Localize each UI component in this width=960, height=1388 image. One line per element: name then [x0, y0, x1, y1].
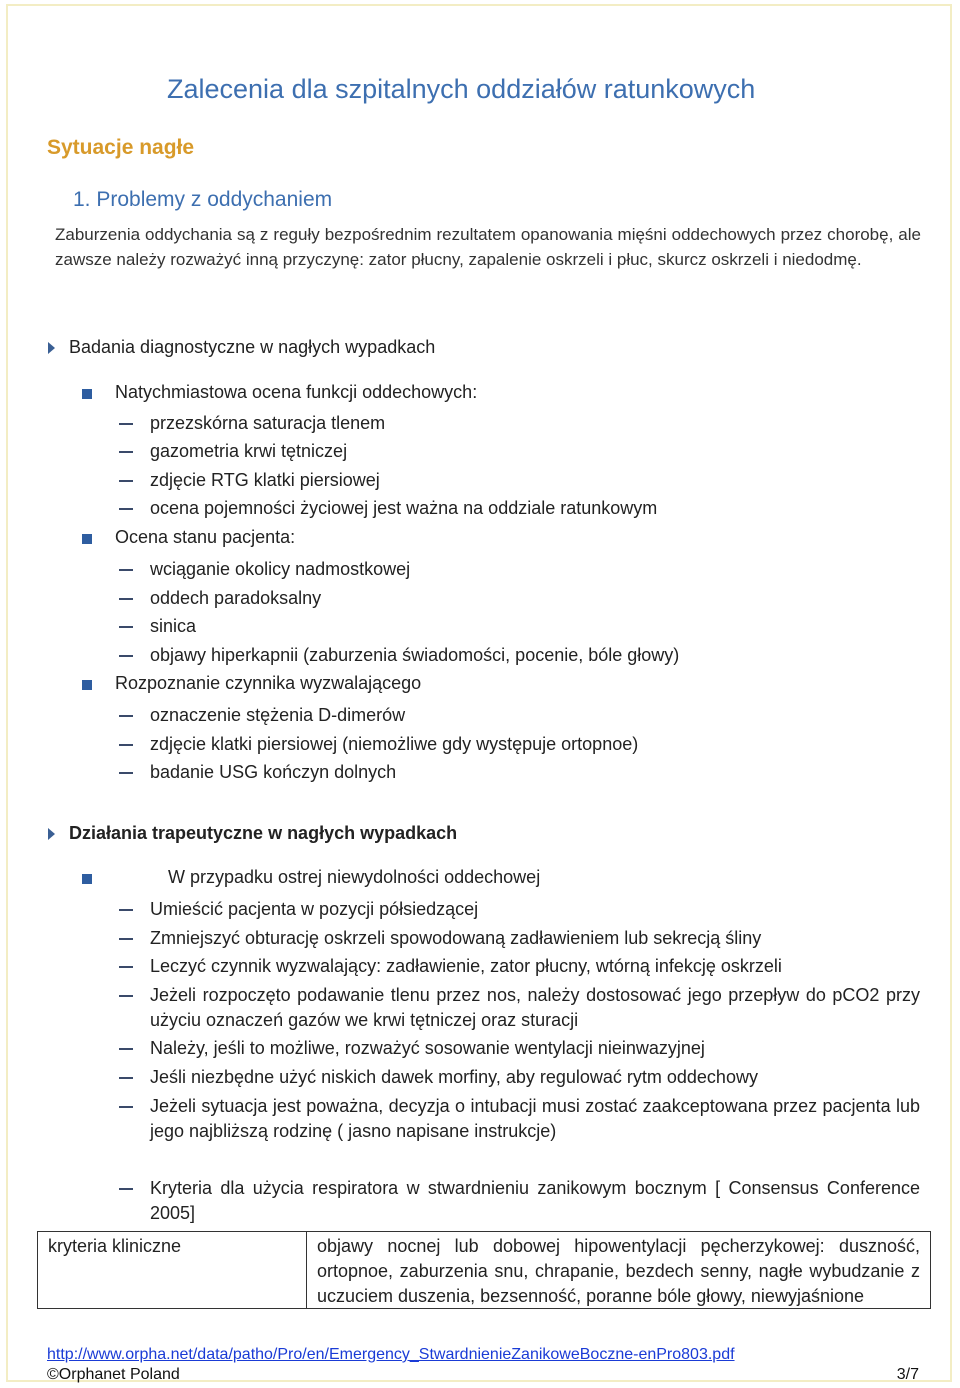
- dash-bullet-icon: [119, 909, 133, 911]
- list-item: wciąganie okolicy nadmostkowej: [150, 559, 411, 579]
- dash-bullet-icon: [119, 995, 133, 997]
- square-bullet-icon: [82, 534, 92, 544]
- list-item: Jeżeli rozpoczęto podawanie tlenu przez nos, należy dostosować jego przepływ do pCO2 przy użyciu oznaczeń gazów we krwi tętniczej oraz sturacji: [150, 985, 920, 1030]
- dash-bullet-icon: [119, 451, 133, 453]
- list-item: zdjęcie RTG klatki piersiowej: [150, 470, 380, 490]
- triangle-right-icon: [48, 828, 55, 840]
- therapy-heading-text: Działania trapeutyczne w nagłych wypadkach: [69, 823, 458, 843]
- list-item: oddech paradoksalny: [150, 588, 322, 608]
- list-item: Jeśli niezbędne użyć niskich dawek morfiny, aby regulować rytm oddechowy: [150, 1067, 758, 1087]
- dash-bullet-icon: [119, 1048, 133, 1050]
- list-item: zdjęcie klatki piersiowej (niemożliwe gdy występuje ortopnoe): [150, 734, 639, 754]
- therapy-heading: [48, 823, 457, 844]
- dash-bullet-icon: [119, 626, 133, 628]
- source-link[interactable]: http://www.orpha.net/data/patho/Pro/en/Emergency_StwardnienieZanikoweBoczne-enPro803.pdf: [47, 1346, 735, 1363]
- dash-bullet-icon: [119, 772, 133, 774]
- table-cell-label: kryteria kliniczne: [38, 1232, 307, 1308]
- diagnostics-heading-text: Badania diagnostyczne w nagłych wypadkach: [69, 337, 436, 357]
- triangle-right-icon: [48, 342, 55, 354]
- list-item: sinica: [150, 616, 197, 636]
- intro-paragraph: Zaburzenia oddychania są z reguły bezpośrednim rezultatem opanowania mięśni oddechowych przez chorobę, ale zawsze należy rozważyć inną przyczynę: zator płucny, zapalenie oskrzeli i płuc, skurcz oskrzeli i niedodmę.: [55, 225, 921, 269]
- list-item: Jeżeli sytuacja jest poważna, decyzja o intubacji musi zostać zaakceptowana przez pacjenta lub jego najbliższą rodzinę ( jasno napisane instrukcje): [150, 1096, 920, 1141]
- list-item: Zmniejszyć obturację oskrzeli spowodowaną zadławieniem lub sekrecją śliny: [150, 928, 762, 948]
- section-label: Sytuacje nagłe: [47, 136, 195, 159]
- heading-problemy-z-oddychaniem: 1. Problemy z oddychaniem: [73, 188, 333, 211]
- criteria-table: [37, 1231, 931, 1309]
- dash-bullet-icon: [119, 423, 133, 425]
- dash-bullet-icon: [119, 715, 133, 717]
- list-item: gazometria krwi tętniczej: [150, 441, 348, 461]
- square-bullet-icon: [82, 389, 92, 399]
- dash-bullet-icon: [119, 1077, 133, 1079]
- list-item: Kryteria dla użycia respiratora w stwardnieniu zanikowym bocznym [ Consensus Conference 2005]: [150, 1178, 920, 1223]
- group-label: W przypadku ostrej niewydolności oddechowej: [168, 867, 541, 887]
- list-item: Leczyć czynnik wyzwalający: zadławienie, zator płucny, wtórną infekcję oskrzeli: [150, 956, 782, 976]
- dash-bullet-icon: [119, 744, 133, 746]
- dash-bullet-icon: [119, 508, 133, 510]
- square-bullet-icon: [82, 680, 92, 690]
- dash-bullet-icon: [119, 1106, 133, 1108]
- dash-bullet-icon: [119, 1188, 133, 1190]
- page-number: 3/7: [896, 1366, 919, 1383]
- square-bullet-icon: [82, 874, 92, 884]
- list-item: Należy, jeśli to możliwe, rozważyć sosowanie wentylacji nieinwazyjnej: [150, 1038, 705, 1058]
- list-item: ocena pojemności życiowej jest ważna na oddziale ratunkowym: [150, 498, 658, 518]
- group-label: Natychmiastowa ocena funkcji oddechowych:: [115, 382, 478, 402]
- list-item: Umieścić pacjenta w pozycji półsiedzącej: [150, 899, 479, 919]
- dash-bullet-icon: [119, 655, 133, 657]
- list-item: objawy hiperkapnii (zaburzenia świadomości, pocenie, bóle głowy): [150, 645, 680, 665]
- dash-bullet-icon: [119, 569, 133, 571]
- footer-org: ©Orphanet Poland: [47, 1366, 180, 1383]
- table-cell-value: objawy nocnej lub dobowej hipowentylacji pęcherzykowej: duszność, ortopnoe, zaburzenia snu, chrapanie, bezdech senny, nagłe wybudzanie z uczuciem duszenia, bezsenność, poranne bóle głowy, niewyjaśnione: [317, 1236, 920, 1306]
- list-item: oznaczenie stężenia D-dimerów: [150, 705, 406, 725]
- dash-bullet-icon: [119, 966, 133, 968]
- document-title: Zalecenia dla szpitalnych oddziałów ratunkowych: [167, 74, 756, 104]
- group-label: Rozpoznanie czynnika wyzwalającego: [115, 673, 422, 693]
- list-item: przezskórna saturacja tlenem: [150, 413, 386, 433]
- list-item: badanie USG kończyn dolnych: [150, 762, 397, 782]
- dash-bullet-icon: [119, 598, 133, 600]
- dash-bullet-icon: [119, 938, 133, 940]
- group-label: Ocena stanu pacjenta:: [115, 527, 296, 547]
- dash-bullet-icon: [119, 480, 133, 482]
- diagnostics-heading: [48, 337, 435, 358]
